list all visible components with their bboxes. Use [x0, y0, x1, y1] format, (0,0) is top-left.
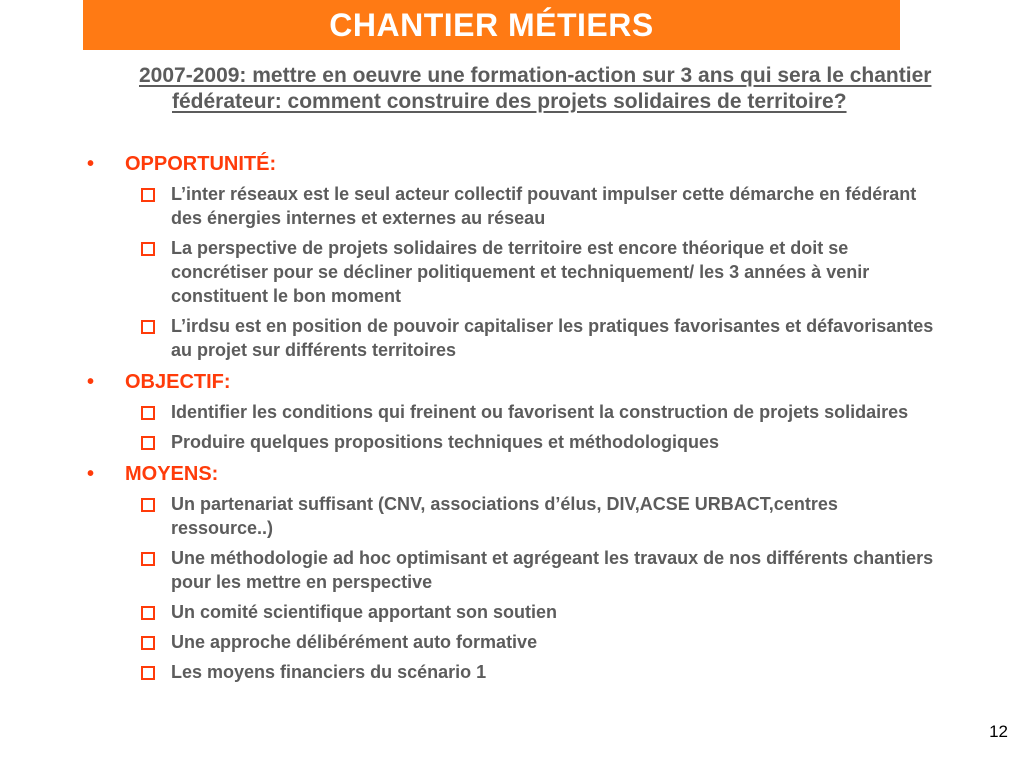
checkbox-square-icon — [141, 606, 155, 620]
list-item-text: Un partenariat suffisant (CNV, associations d’élus, DIV,ACSE URBACT,centres ressource..) — [171, 494, 838, 538]
list-item — [83, 236, 943, 308]
section-heading-label: OPPORTUNITÉ: — [125, 153, 277, 175]
list-item-text: Les moyens financiers du scénario 1 — [171, 662, 487, 682]
list-item-text: Une méthodologie ad hoc optimisant et agrégeant les travaux de nos différents chantiers pour les mettre en perspective — [171, 548, 934, 592]
checkbox-square-icon — [141, 498, 155, 512]
bullet-icon: • — [87, 463, 95, 485]
checkbox-square-icon — [141, 552, 155, 566]
list-item-text: L’inter réseaux est le seul acteur collectif pouvant impulser cette démarche en fédérant des énergies internes et externes au réseau — [171, 184, 917, 228]
section-heading — [83, 368, 943, 396]
list-item — [83, 430, 943, 454]
list-item-text: Identifier les conditions qui freinent ou favorisent la construction de projets solidaires — [171, 402, 909, 422]
checkbox-square-icon — [141, 436, 155, 450]
section-heading-label: OBJECTIF: — [125, 371, 231, 393]
body-list — [83, 150, 943, 690]
list-item-text: L’irdsu est en position de pouvoir capitaliser les pratiques favorisantes et défavorisantes au projet sur différents territoires — [171, 316, 934, 360]
title-bar — [83, 0, 900, 50]
checkbox-square-icon — [141, 242, 155, 256]
intro-text: 2007-2009: mettre en oeuvre une formation-action sur 3 ans qui sera le chantier fédérateur: comment construire des projets solidaires de territoire? — [139, 64, 932, 113]
list-item — [83, 630, 943, 654]
list-item — [83, 492, 943, 540]
section-heading — [83, 460, 943, 488]
list-item-text: Une approche délibérément auto formative — [171, 632, 538, 652]
slide-title: CHANTIER MÉTIERS — [329, 6, 654, 43]
list-item-text: Produire quelques propositions techniques et méthodologiques — [171, 432, 720, 452]
list-item — [83, 546, 943, 594]
list-item — [83, 660, 943, 684]
list-item-text: La perspective de projets solidaires de territoire est encore théorique et doit se concrétiser pour se décliner politiquement et techniquement/ les 3 années à venir constituent le bon moment — [171, 238, 870, 306]
list-item — [83, 400, 943, 424]
checkbox-square-icon — [141, 406, 155, 420]
checkbox-square-icon — [141, 320, 155, 334]
checkbox-square-icon — [141, 188, 155, 202]
list-item — [83, 600, 943, 624]
list-item — [83, 182, 943, 230]
list-item-text: Un comité scientifique apportant son soutien — [171, 602, 558, 622]
checkbox-square-icon — [141, 636, 155, 650]
page-number: 12 — [989, 722, 1008, 741]
section-heading — [83, 150, 943, 178]
section-heading-label: MOYENS: — [125, 463, 219, 485]
list-item — [83, 314, 943, 362]
bullet-icon: • — [87, 371, 95, 393]
bullet-icon: • — [87, 153, 95, 175]
checkbox-square-icon — [141, 666, 155, 680]
